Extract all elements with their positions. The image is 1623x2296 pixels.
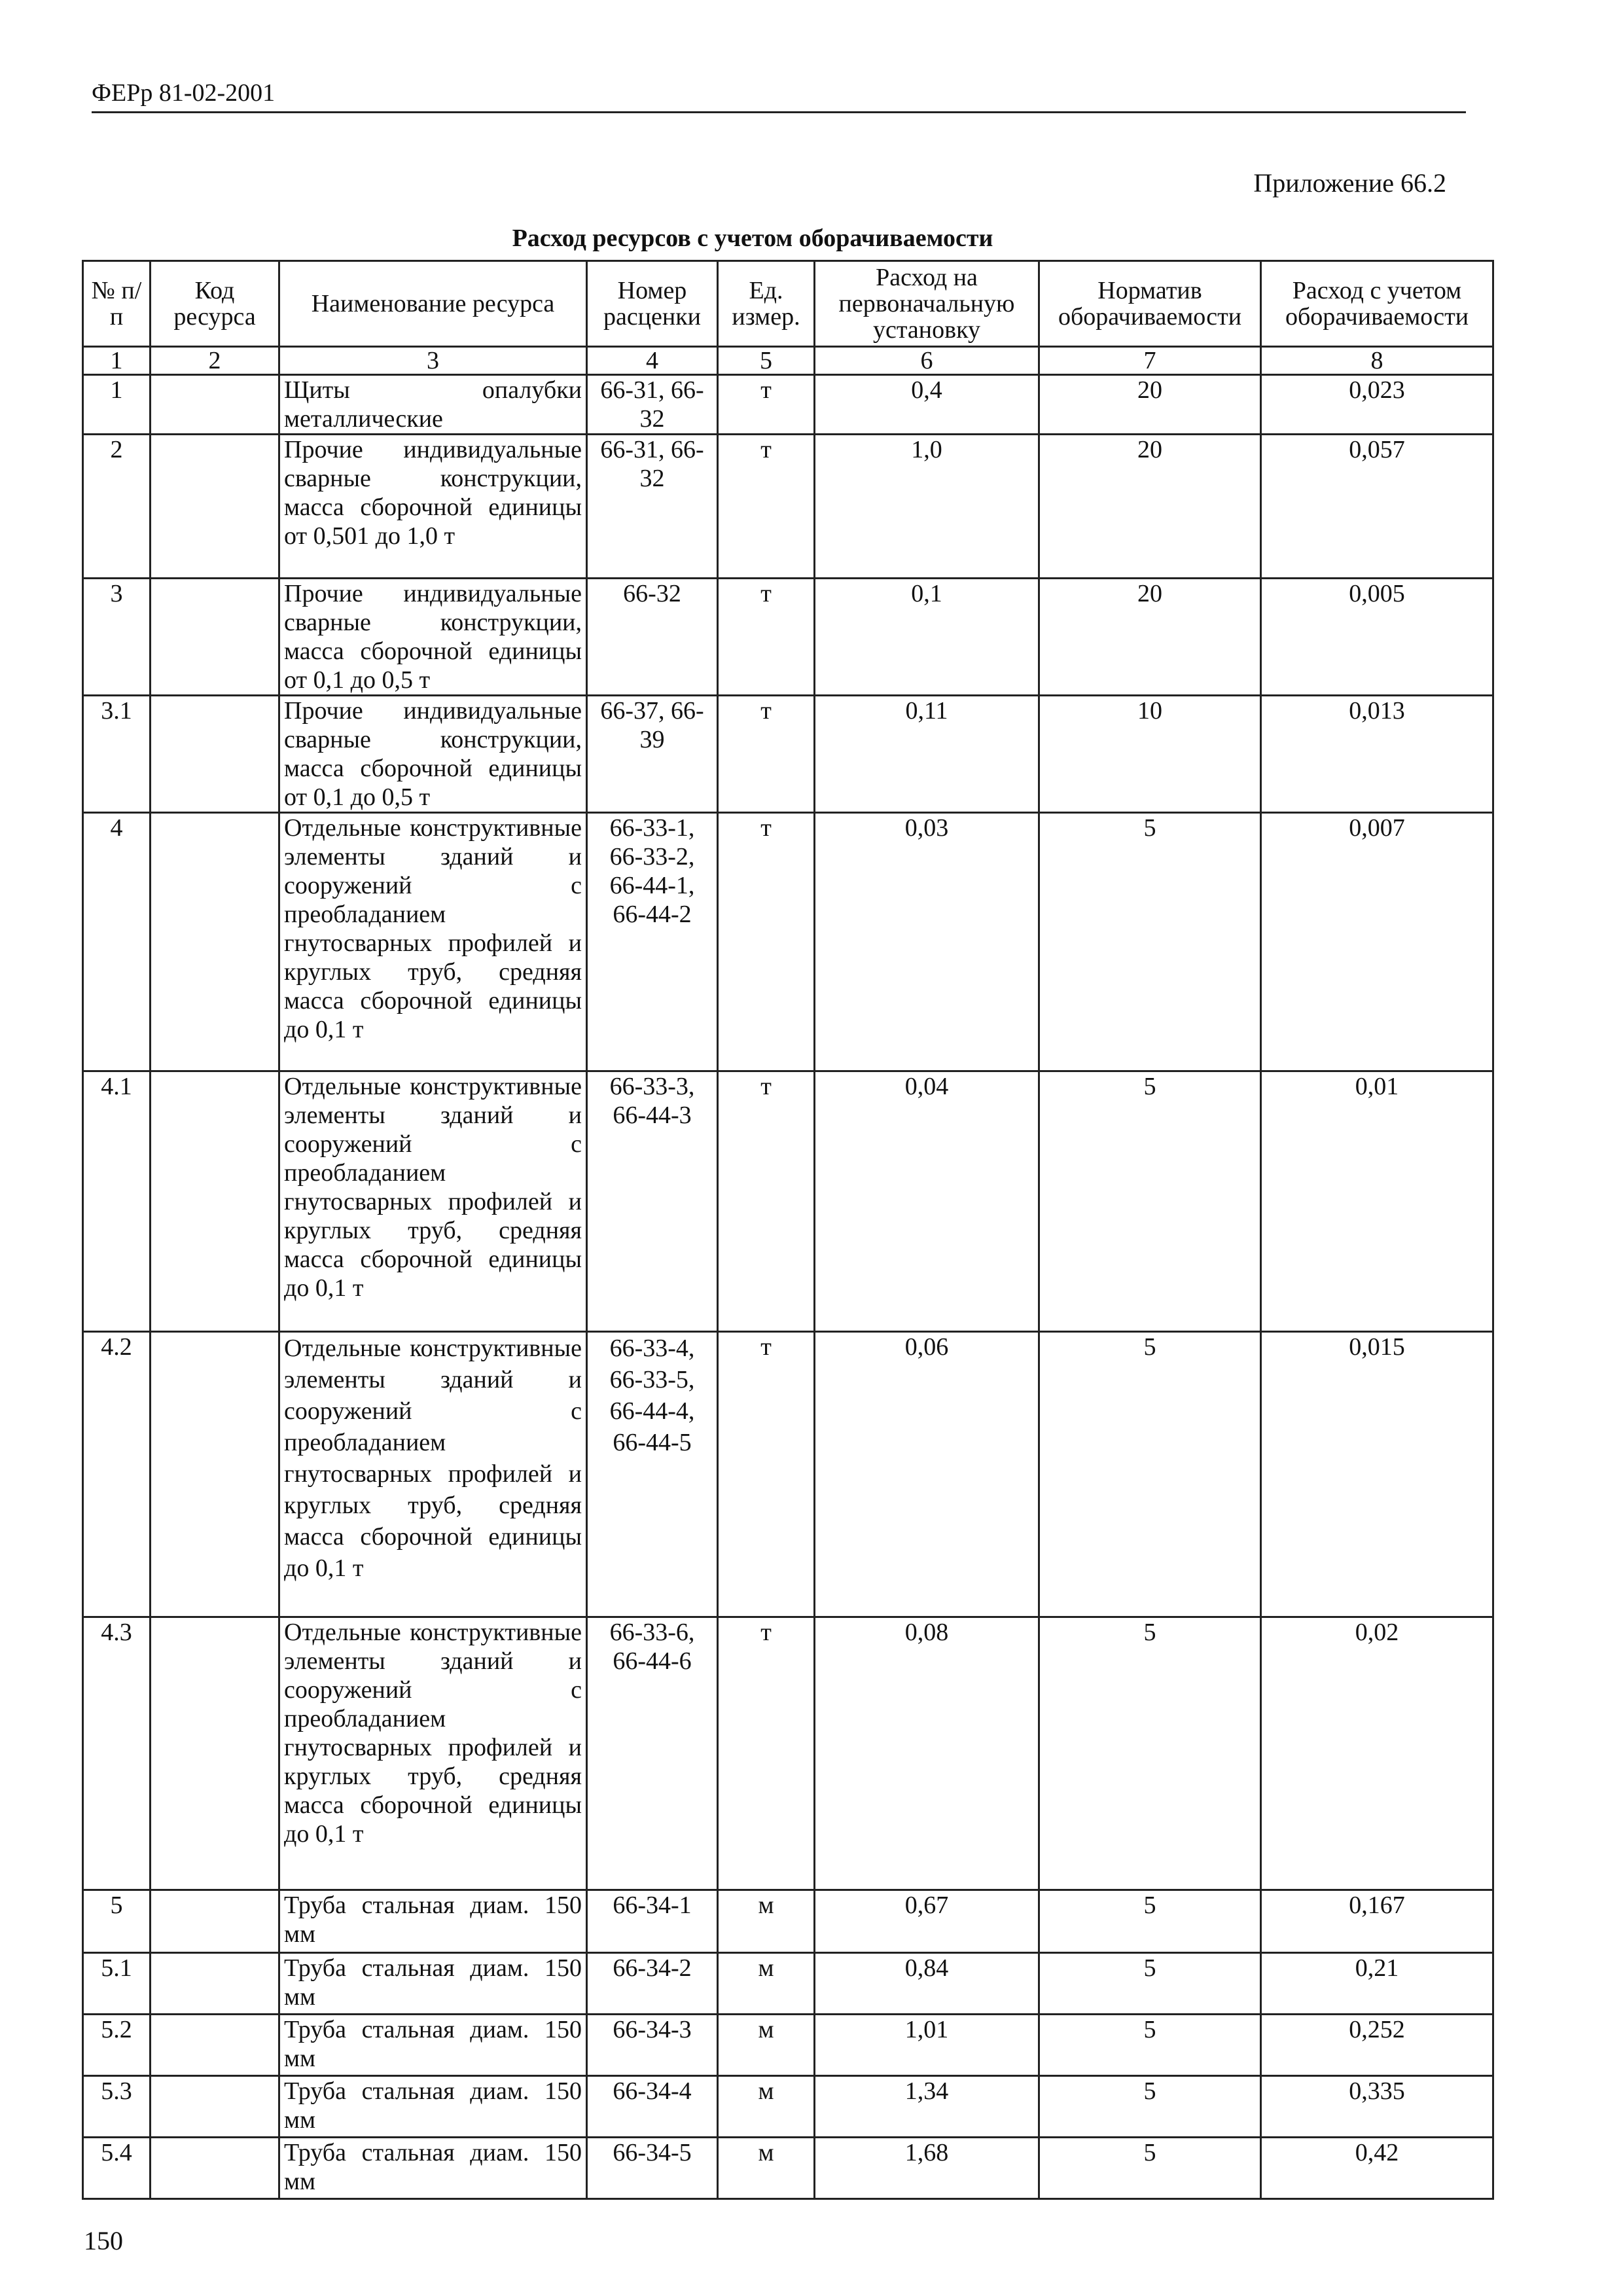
row-name: Прочие индивидуальные сварные конструкции, масса сборочной единицы от 0,1 до 0,5 т: [279, 696, 587, 813]
row-result: 0,015: [1261, 1332, 1493, 1617]
row-initial: 0,04: [815, 1071, 1039, 1332]
row-name: Отдельные конструктивные элементы зданий и сооружений с преобладанием гнутосварных профилей и круглых труб, средняя масса сборочной единицы до 0,1 т: [279, 1332, 587, 1617]
table-row: [83, 2076, 1493, 2138]
header-code: Код ресурса: [151, 261, 279, 347]
row-num: 3: [83, 579, 151, 696]
row-norm: 5: [1039, 1617, 1261, 1890]
row-rate: 66-34-2: [587, 1953, 718, 2015]
row-unit: т: [718, 375, 815, 435]
row-initial: 0,03: [815, 813, 1039, 1071]
row-code: [151, 375, 279, 435]
row-norm: 5: [1039, 2015, 1261, 2076]
row-code: [151, 1617, 279, 1890]
header-norm: Норматив оборачиваемости: [1039, 261, 1261, 347]
row-result: 0,167: [1261, 1890, 1493, 1953]
document-code: ФЕРр 81-02-2001: [92, 79, 276, 107]
row-norm: 5: [1039, 1953, 1261, 2015]
row-initial: 0,1: [815, 579, 1039, 696]
row-initial: 1,01: [815, 2015, 1039, 2076]
column-index: 6: [815, 347, 1039, 375]
row-code: [151, 1953, 279, 2015]
row-name: Труба стальная диам. 150 мм: [279, 2138, 587, 2199]
row-result: 0,023: [1261, 375, 1493, 435]
header-result: Расход с учетом оборачиваемости: [1261, 261, 1493, 347]
row-unit: т: [718, 435, 815, 579]
row-result: 0,252: [1261, 2015, 1493, 2076]
table-row: [83, 813, 1493, 1071]
row-code: [151, 435, 279, 579]
row-name: Отдельные конструктивные элементы зданий и сооружений с преобладанием гнутосварных профилей и круглых труб, средняя масса сборочной единицы до 0,1 т: [279, 813, 587, 1071]
table-row: [83, 1332, 1493, 1617]
column-index: 2: [151, 347, 279, 375]
row-name: Труба стальная диам. 150 мм: [279, 1890, 587, 1953]
row-num: 5: [83, 1890, 151, 1953]
row-code: [151, 696, 279, 813]
column-index: 7: [1039, 347, 1261, 375]
row-rate: 66-34-5: [587, 2138, 718, 2199]
row-initial: 0,08: [815, 1617, 1039, 1890]
table-row: [83, 1890, 1493, 1953]
row-num: 4.1: [83, 1071, 151, 1332]
table-row: [83, 2138, 1493, 2199]
row-norm: 20: [1039, 579, 1261, 696]
row-name: Отдельные конструктивные элементы зданий и сооружений с преобладанием гнутосварных профилей и круглых труб, средняя масса сборочной единицы до 0,1 т: [279, 1071, 587, 1332]
row-initial: 0,06: [815, 1332, 1039, 1617]
row-norm: 10: [1039, 696, 1261, 813]
row-result: 0,335: [1261, 2076, 1493, 2138]
column-index: 3: [279, 347, 587, 375]
row-result: 0,007: [1261, 813, 1493, 1071]
row-result: 0,21: [1261, 1953, 1493, 2015]
row-result: 0,057: [1261, 435, 1493, 579]
row-rate: 66-34-1: [587, 1890, 718, 1953]
row-result: 0,013: [1261, 696, 1493, 813]
row-initial: 1,34: [815, 2076, 1039, 2138]
row-code: [151, 813, 279, 1071]
table-row: [83, 1071, 1493, 1332]
row-initial: 1,0: [815, 435, 1039, 579]
row-norm: 5: [1039, 813, 1261, 1071]
row-unit: т: [718, 579, 815, 696]
row-num: 5.3: [83, 2076, 151, 2138]
table-row: [83, 435, 1493, 579]
row-num: 4.2: [83, 1332, 151, 1617]
row-name: Прочие индивидуальные сварные конструкции, масса сборочной единицы от 0,501 до 1,0 т: [279, 435, 587, 579]
document-header: [92, 77, 1466, 113]
row-result: 0,42: [1261, 2138, 1493, 2199]
row-rate: 66-32: [587, 579, 718, 696]
row-name: Щиты опалубки металлические: [279, 375, 587, 435]
appendix-label: Приложение 66.2: [1253, 168, 1446, 198]
row-code: [151, 2076, 279, 2138]
row-rate: 66-31, 66-32: [587, 375, 718, 435]
row-unit: т: [718, 813, 815, 1071]
row-rate: 66-31, 66-32: [587, 435, 718, 579]
row-code: [151, 1071, 279, 1332]
table-row: [83, 1617, 1493, 1890]
row-rate: 66-33-6, 66-44-6: [587, 1617, 718, 1890]
row-unit: м: [718, 2138, 815, 2199]
row-rate: 66-37, 66-39: [587, 696, 718, 813]
header-unit: Ед. измер.: [718, 261, 815, 347]
row-result: 0,02: [1261, 1617, 1493, 1890]
table-row: [83, 696, 1493, 813]
row-code: [151, 579, 279, 696]
row-unit: т: [718, 1617, 815, 1890]
row-rate: 66-33-1, 66-33-2, 66-44-1, 66-44-2: [587, 813, 718, 1071]
row-result: 0,005: [1261, 579, 1493, 696]
table-header-row: [83, 261, 1493, 347]
row-norm: 20: [1039, 375, 1261, 435]
column-index: 5: [718, 347, 815, 375]
header-name: Наименование ресурса: [279, 261, 587, 347]
row-num: 5.1: [83, 1953, 151, 2015]
row-name: Труба стальная диам. 150 мм: [279, 2076, 587, 2138]
table-row: [83, 375, 1493, 435]
table-row: [83, 579, 1493, 696]
row-name: Отдельные конструктивные элементы зданий и сооружений с преобладанием гнутосварных профилей и круглых труб, средняя масса сборочной единицы до 0,1 т: [279, 1617, 587, 1890]
row-initial: 0,4: [815, 375, 1039, 435]
table-row: [83, 2015, 1493, 2076]
row-unit: т: [718, 1332, 815, 1617]
row-num: 5.4: [83, 2138, 151, 2199]
header-num: № п/п: [83, 261, 151, 347]
row-norm: 5: [1039, 2076, 1261, 2138]
row-num: 4: [83, 813, 151, 1071]
row-norm: 5: [1039, 1890, 1261, 1953]
row-rate: 66-33-4, 66-33-5, 66-44-4, 66-44-5: [587, 1332, 718, 1617]
row-unit: м: [718, 2015, 815, 2076]
row-num: 2: [83, 435, 151, 579]
row-name: Труба стальная диам. 150 мм: [279, 1953, 587, 2015]
column-index: 1: [83, 347, 151, 375]
column-index-row: [83, 347, 1493, 375]
row-num: 5.2: [83, 2015, 151, 2076]
resources-table: [82, 260, 1494, 2200]
row-num: 1: [83, 375, 151, 435]
header-rate: Номер расценки: [587, 261, 718, 347]
row-result: 0,01: [1261, 1071, 1493, 1332]
column-index: 4: [587, 347, 718, 375]
row-unit: т: [718, 1071, 815, 1332]
row-num: 3.1: [83, 696, 151, 813]
row-unit: м: [718, 1890, 815, 1953]
row-initial: 0,11: [815, 696, 1039, 813]
row-unit: м: [718, 2076, 815, 2138]
table-row: [83, 1953, 1493, 2015]
row-code: [151, 2138, 279, 2199]
row-num: 4.3: [83, 1617, 151, 1890]
header-initial: Расход на первоначальную установку: [815, 261, 1039, 347]
column-index: 8: [1261, 347, 1493, 375]
row-code: [151, 1890, 279, 1953]
row-norm: 5: [1039, 2138, 1261, 2199]
page-number: 150: [84, 2226, 123, 2255]
row-unit: т: [718, 696, 815, 813]
row-norm: 20: [1039, 435, 1261, 579]
row-name: Прочие индивидуальные сварные конструкции, масса сборочной единицы от 0,1 до 0,5 т: [279, 579, 587, 696]
row-initial: 0,84: [815, 1953, 1039, 2015]
row-code: [151, 1332, 279, 1617]
row-code: [151, 2015, 279, 2076]
row-rate: 66-34-4: [587, 2076, 718, 2138]
row-norm: 5: [1039, 1071, 1261, 1332]
row-initial: 0,67: [815, 1890, 1039, 1953]
row-name: Труба стальная диам. 150 мм: [279, 2015, 587, 2076]
row-rate: 66-34-3: [587, 2015, 718, 2076]
row-norm: 5: [1039, 1332, 1261, 1617]
row-initial: 1,68: [815, 2138, 1039, 2199]
row-unit: м: [718, 1953, 815, 2015]
table-title: Расход ресурсов с учетом оборачиваемости: [512, 224, 993, 252]
row-rate: 66-33-3, 66-44-3: [587, 1071, 718, 1332]
